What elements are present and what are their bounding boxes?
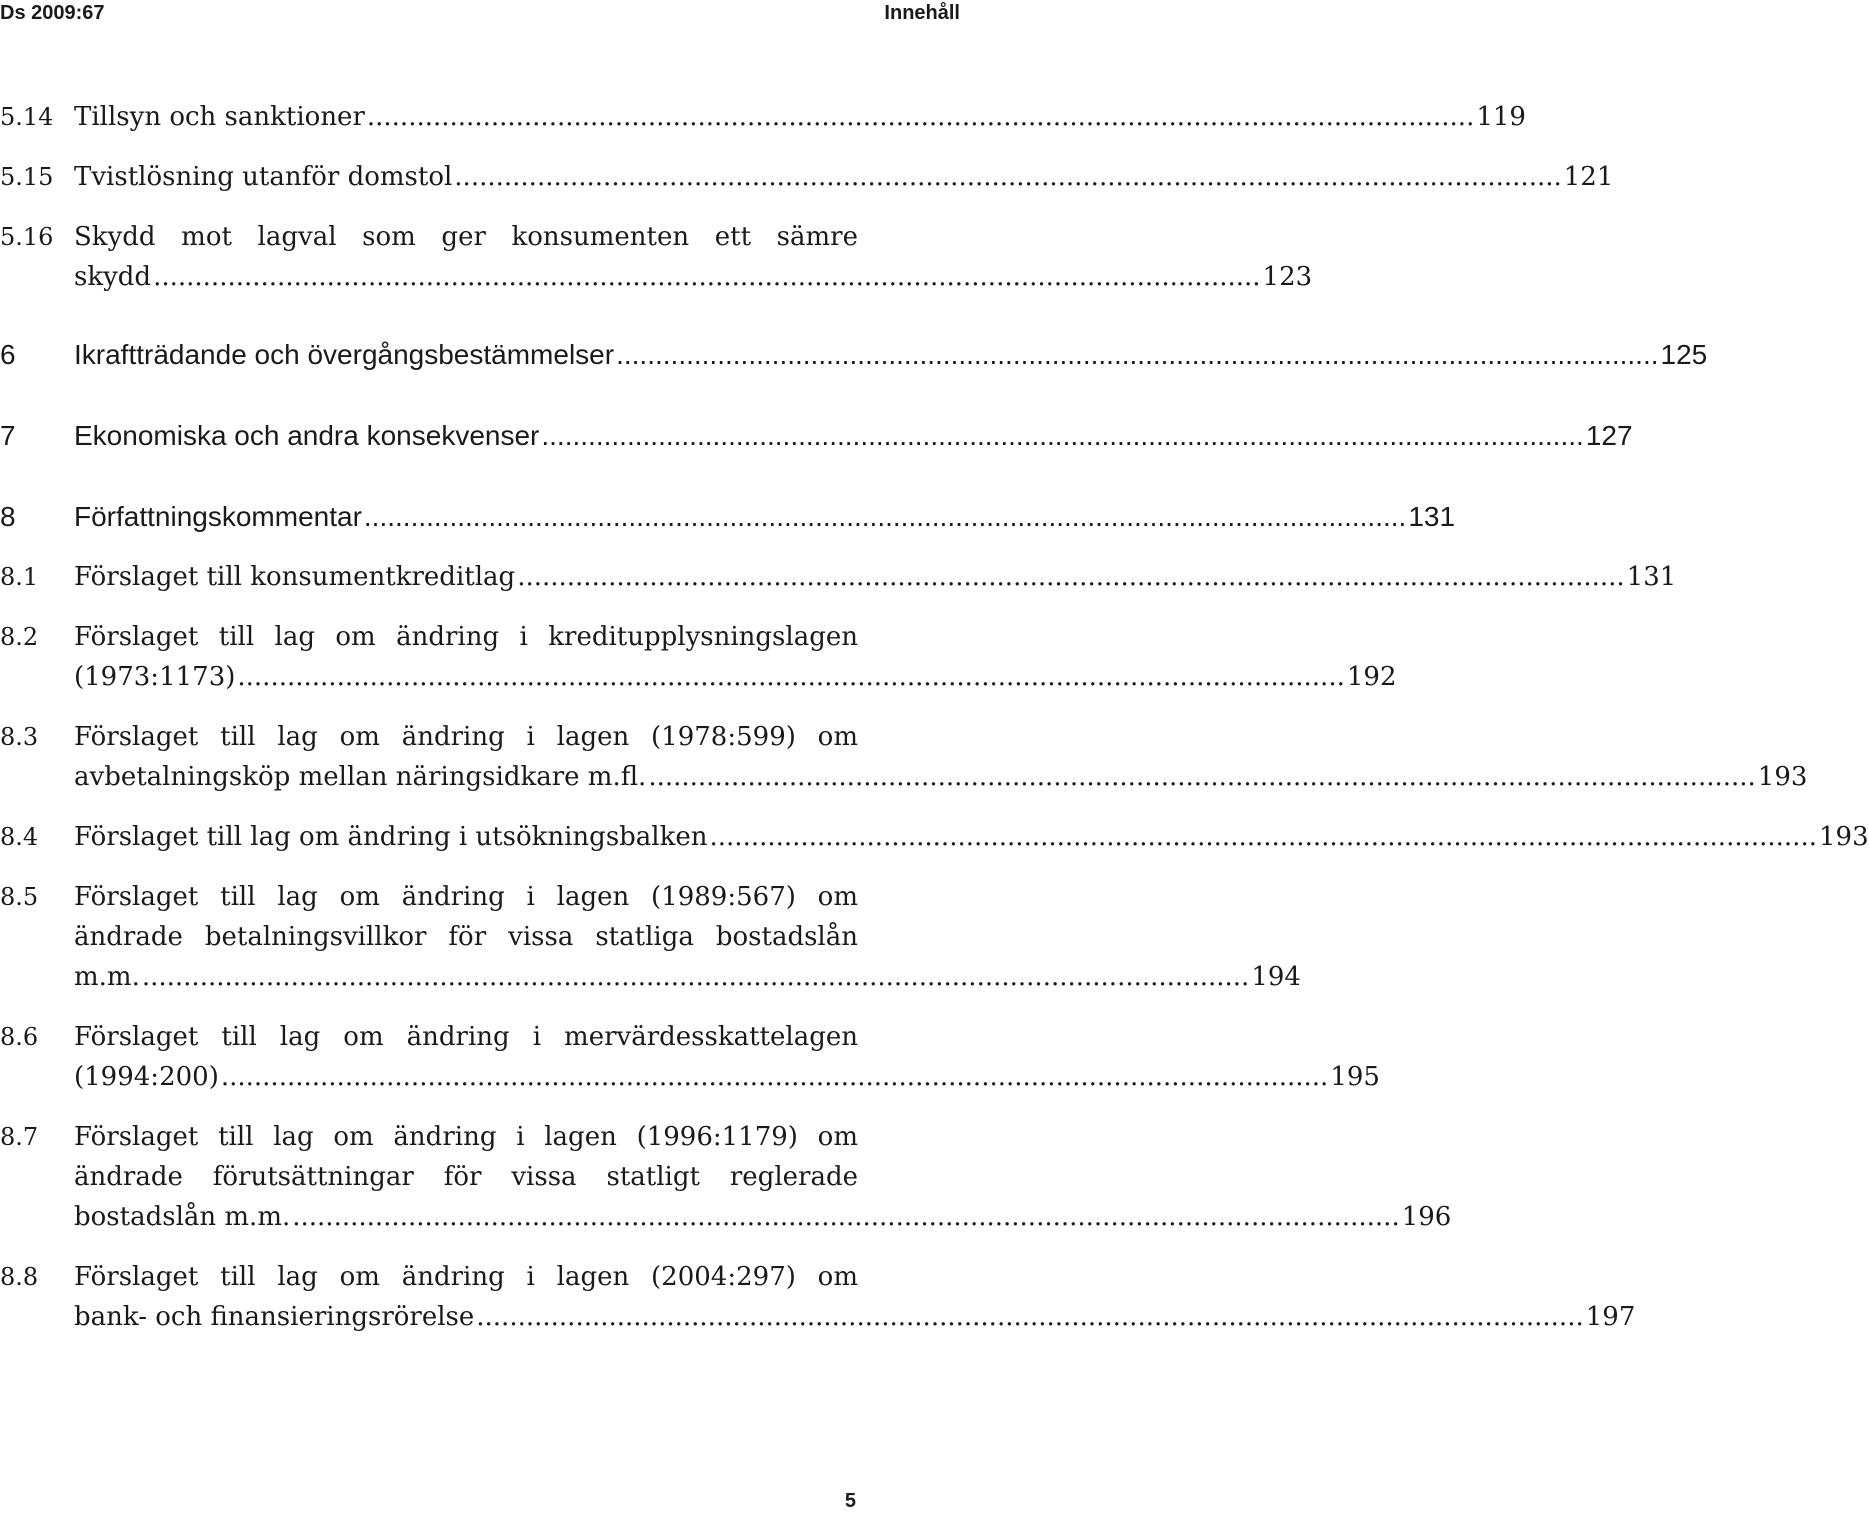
toc-entry-title: Ikraftträdande och övergångsbestämmelser xyxy=(74,339,615,370)
toc-entry-title-line: Förslaget till lag om ändring i lagen (1989:567) om xyxy=(74,882,858,912)
toc-entry-title: skydd xyxy=(74,262,152,292)
toc-entry-page: 197 xyxy=(1585,1302,1636,1332)
toc-entry-title-line: Förslaget till lag om ändring i lagen (2004:297) om xyxy=(74,1262,858,1292)
dot-leader: ...................................................................................................................................... xyxy=(709,822,1817,852)
toc-entry-title-line: Förslaget till lag om ändring i kreditupplysningslagen xyxy=(74,622,858,652)
toc-entry-number: 8.8 xyxy=(0,1263,39,1291)
toc-entry-page: 123 xyxy=(1262,262,1313,292)
dot-leader: ...................................................................................................................................... xyxy=(363,501,1407,532)
toc-entry-number: 5.15 xyxy=(0,163,54,191)
toc-entry-title: (1994:200) xyxy=(74,1062,219,1092)
toc-entry-page: 192 xyxy=(1346,662,1397,692)
toc-entry-title: Förslaget till konsumentkreditlag xyxy=(74,562,516,592)
dot-leader: ...................................................................................................................................... xyxy=(616,339,1659,370)
dot-leader: ...................................................................................................................................... xyxy=(541,420,1584,451)
toc-entry-title-line: ändrade betalningsvillkor för vissa statliga bostadslån xyxy=(74,922,858,952)
toc-entry-number: 8.1 xyxy=(0,563,39,591)
dot-leader: ...................................................................................................................................... xyxy=(237,662,1345,692)
toc-entry-title: (1973:1173) xyxy=(74,662,236,692)
dot-leader: ...................................................................................................................................... xyxy=(292,1202,1400,1232)
toc-entry-page: 119 xyxy=(1476,102,1526,132)
dot-leader: ...................................................................................................................................... xyxy=(454,162,1562,192)
dot-leader: ...................................................................................................................................... xyxy=(517,562,1625,592)
toc-entry-number: 8 xyxy=(0,501,16,532)
toc-entry-title: Författningskommentar xyxy=(74,501,362,532)
dot-leader: ...................................................................................................................................... xyxy=(648,762,1756,792)
toc-entry-title: Tillsyn och sanktioner xyxy=(74,102,365,132)
dot-leader: ...................................................................................................................................... xyxy=(153,262,1261,292)
toc-entry-page: 196 xyxy=(1401,1202,1452,1232)
toc-entry-number: 7 xyxy=(0,420,16,451)
dot-leader: ...................................................................................................................................... xyxy=(220,1062,1329,1092)
toc-entry-title-line: ändrade förutsättningar för vissa statligt reglerade xyxy=(74,1162,858,1192)
toc-entry-title: bank- och finansieringsrörelse xyxy=(74,1302,475,1332)
toc-entry-title-line: Förslaget till lag om ändring i lagen (1996:1179) om xyxy=(74,1122,858,1152)
toc-entry-number: 8.4 xyxy=(0,823,39,851)
toc-entry-page: 194 xyxy=(1251,962,1301,992)
toc-entry-number: 8.5 xyxy=(0,883,39,911)
dot-leader: ...................................................................................................................................... xyxy=(476,1302,1584,1332)
toc-entry-page: 193 xyxy=(1818,822,1869,852)
toc-entry-page: 125 xyxy=(1660,339,1708,370)
dot-leader: ...................................................................................................................................... xyxy=(366,102,1475,132)
toc-entry-title-line: Förslaget till lag om ändring i mervärdesskattelagen xyxy=(74,1022,858,1052)
toc-entry-page: 193 xyxy=(1757,762,1808,792)
toc-entry-title: Ekonomiska och andra konsekvenser xyxy=(74,420,540,451)
document-id: Ds 2009:67 xyxy=(0,2,105,24)
toc-entry-number: 5.16 xyxy=(0,223,54,251)
toc-entry-title: m.m. xyxy=(74,962,140,992)
toc-entry-page: 127 xyxy=(1585,420,1633,451)
toc-entry-title: Tvistlösning utanför domstol xyxy=(74,162,453,192)
toc-entry-page: 131 xyxy=(1408,501,1456,532)
toc-entry-title: Förslaget till lag om ändring i utsökningsbalken xyxy=(74,822,708,852)
running-header xyxy=(0,0,960,32)
dot-leader: ...................................................................................................................................... xyxy=(141,962,1250,992)
toc-entry-title: avbetalningsköp mellan näringsidkare m.fl. xyxy=(74,762,647,792)
toc-entry-page: 195 xyxy=(1330,1062,1380,1092)
toc-entry-number: 6 xyxy=(0,339,16,370)
toc-entry-number: 8.3 xyxy=(0,723,39,751)
toc-entry-number: 8.7 xyxy=(0,1123,39,1151)
section-title: Innehåll xyxy=(884,2,960,24)
toc-entry-page: 131 xyxy=(1626,562,1677,592)
toc-entry-page: 121 xyxy=(1563,162,1614,192)
toc-entry-title-line: Förslaget till lag om ändring i lagen (1978:599) om xyxy=(74,722,858,752)
toc-entry-title-line: Skydd mot lagval som ger konsumenten ett sämre xyxy=(74,222,858,252)
toc-entry-number: 8.2 xyxy=(0,623,39,651)
toc-entry-title: bostadslån m.m. xyxy=(74,1202,291,1232)
toc-entry-number: 8.6 xyxy=(0,1023,39,1051)
page-number: 5 xyxy=(844,1490,856,1512)
toc-entry-number: 5.14 xyxy=(0,103,54,131)
